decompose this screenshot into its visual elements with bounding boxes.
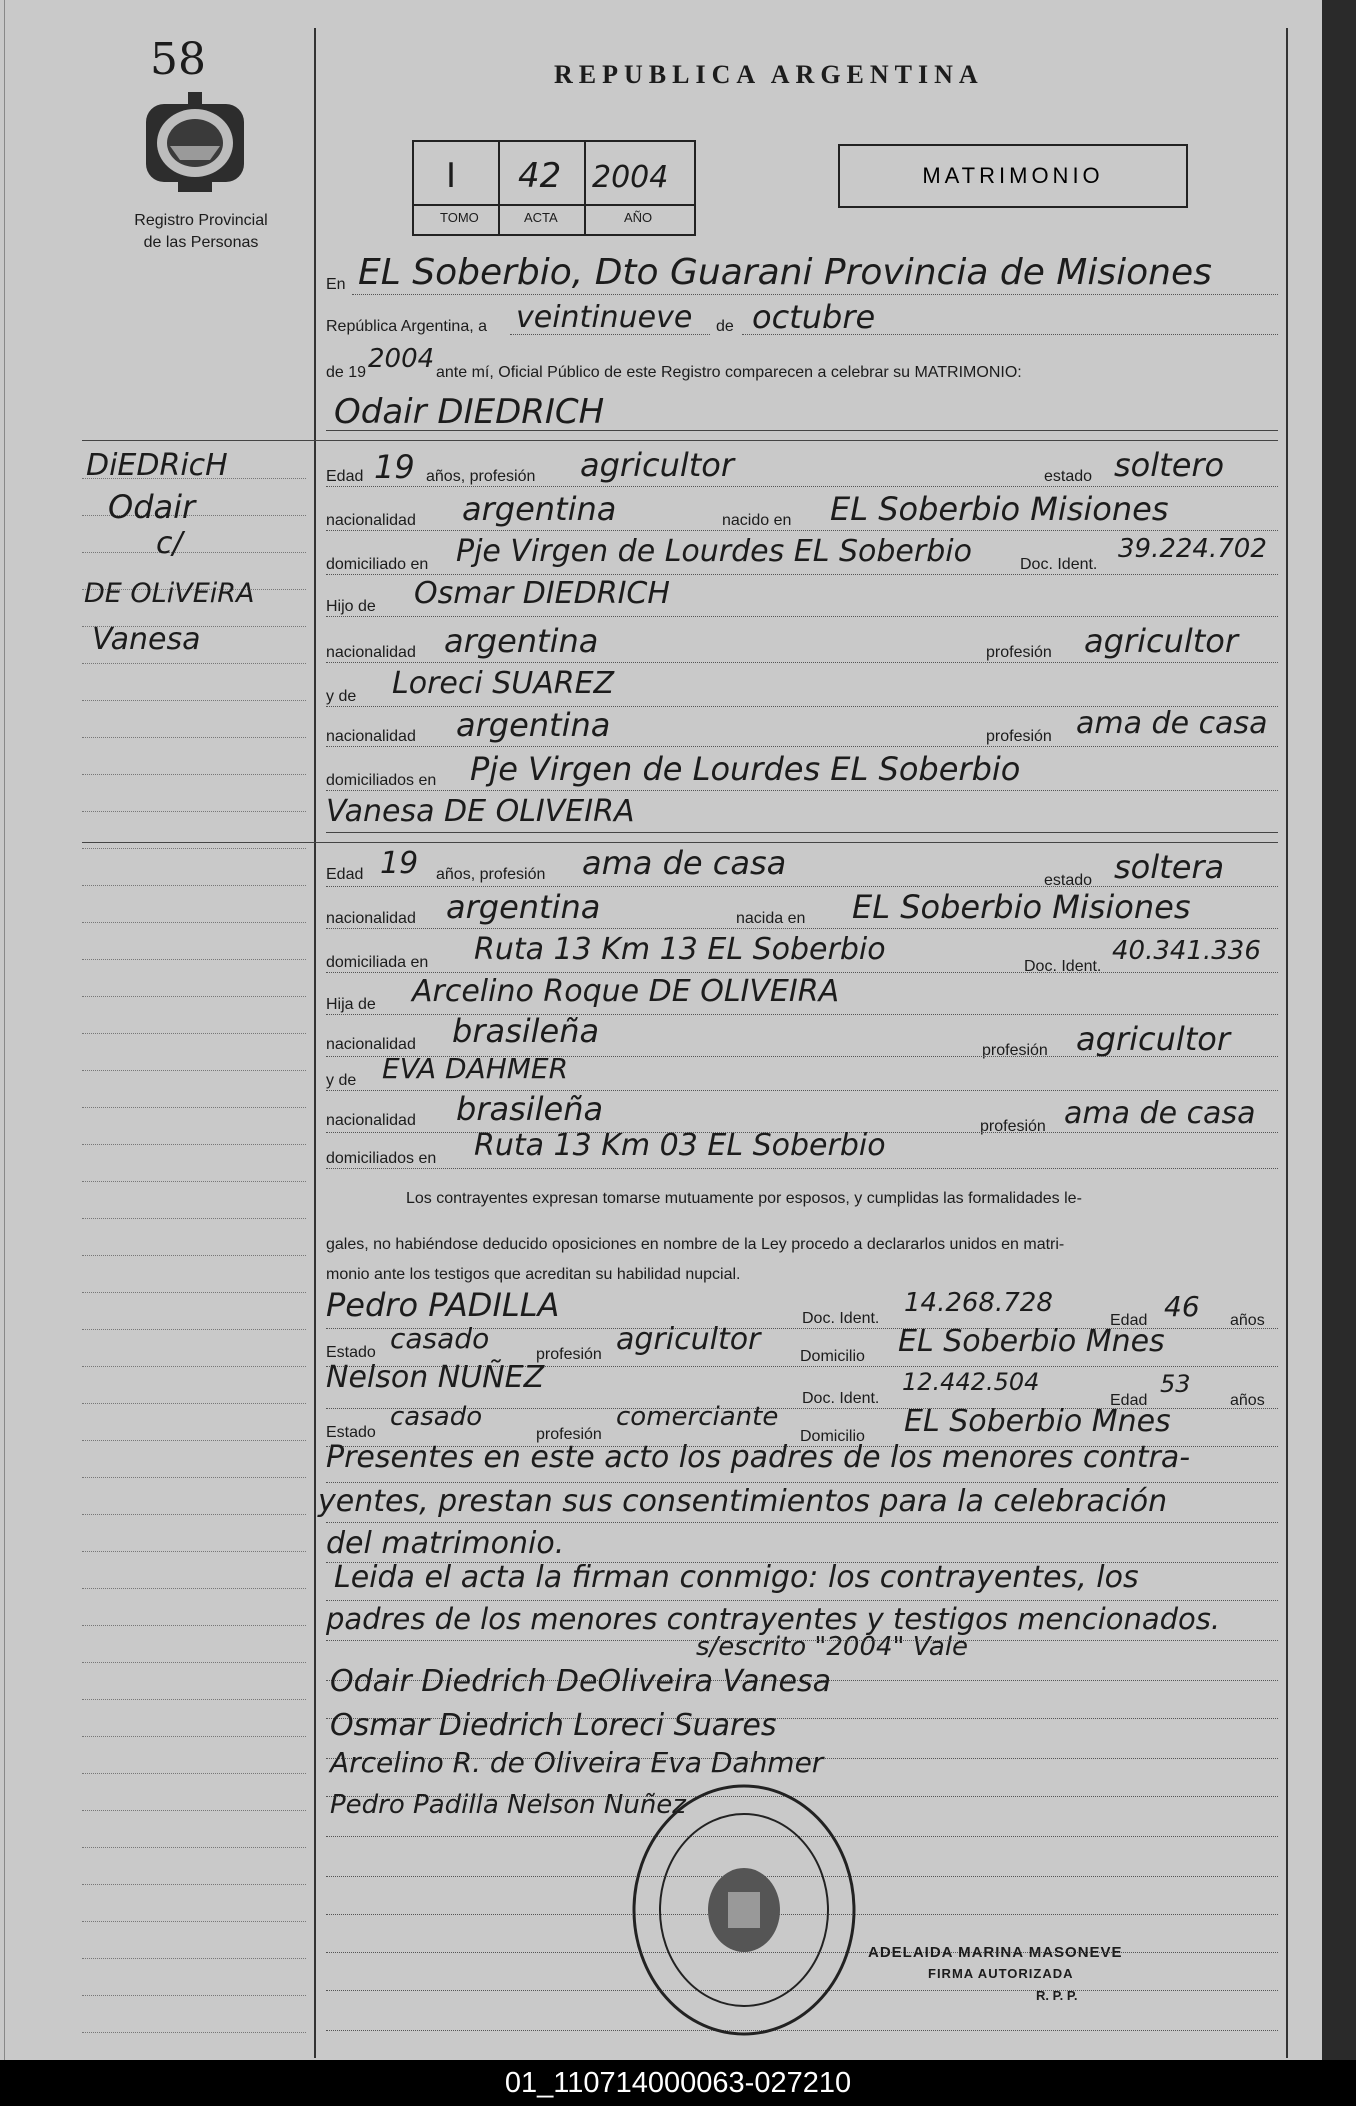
c2-padre: Arcelino Roque DE OLIVEIRA <box>412 974 840 1009</box>
c2-label-padre-prof: profesión <box>982 1042 1048 1059</box>
margin-rule <box>82 996 306 997</box>
c1-label-domiciliados: domiciliados en <box>326 772 437 789</box>
t2-label-doc: Doc. Ident. <box>802 1390 880 1407</box>
c1-label-yde: y de <box>326 688 357 705</box>
t1-label-edad: Edad <box>1110 1312 1148 1329</box>
nota-line-5: padres de los menores contrayentes y testigos mencionados. <box>326 1602 1221 1636</box>
contrayente2-nombre: Vanesa DE OLIVEIRA <box>326 794 635 829</box>
formula-line-2: gales, no habiéndose deducido oposiciones en nombre de la Ley procedo a declararlos unidos en matri- <box>326 1236 1065 1253</box>
margin-rule <box>82 1033 306 1034</box>
testigo1-edad: 46 <box>1164 1290 1200 1323</box>
testigo1-doc: 14.268.728 <box>904 1288 1053 1318</box>
tomo-label: TOMO <box>440 210 479 225</box>
testigo2-doc: 12.442.504 <box>902 1368 1040 1396</box>
c2-label-hija: Hija de <box>326 996 376 1013</box>
official-stamp <box>624 1780 864 2040</box>
margin-rule <box>82 959 306 960</box>
c1-label-padre-nac: nacionalidad <box>326 644 416 661</box>
line-en <box>352 294 1278 295</box>
tomo-acta-anio-box <box>412 140 696 236</box>
c2-label-padre-nac: nacionalidad <box>326 1036 416 1053</box>
c2-label-madre-prof: profesión <box>980 1118 1046 1135</box>
margin-rule <box>82 1440 306 1441</box>
c1-label-doc: Doc. Ident. <box>1020 556 1098 573</box>
margin-rule <box>82 700 306 701</box>
dia-value: veintinueve <box>516 300 693 335</box>
notes-rule <box>326 1640 1278 1641</box>
testigo2-profesion: comerciante <box>616 1402 779 1432</box>
c2-label-nacida: nacida en <box>736 910 806 927</box>
c1-madre: Loreci SUAREZ <box>392 666 615 701</box>
c1-label-dom: domiciliado en <box>326 556 429 573</box>
margin-name-line-5: Vanesa <box>92 622 201 657</box>
matrimonio-label: MATRIMONIO <box>922 163 1104 188</box>
margin-rule <box>82 1847 306 1848</box>
c1-profesion: agricultor <box>580 446 735 484</box>
margin-rule <box>82 1588 306 1589</box>
c2-doc: 40.341.336 <box>1112 936 1261 966</box>
notes-rule <box>326 1482 1278 1483</box>
margin-rule <box>82 1921 306 1922</box>
margin-rule <box>82 1773 306 1774</box>
line-c1-padre-nac <box>326 662 1278 663</box>
firma-line-3: Arcelino R. de Oliveira Eva Dahmer <box>330 1746 824 1779</box>
firma-line-2: Osmar Diedrich Loreci Suares <box>330 1708 777 1743</box>
footer-code: 01_110714000063-027210 <box>504 2066 852 2099</box>
left-column-divider <box>314 28 316 2058</box>
margin-rule <box>82 811 306 812</box>
c1-nacido-en: EL Soberbio Misiones <box>830 490 1169 528</box>
nota-line-3: del matrimonio. <box>326 1526 565 1561</box>
c2-label-nac: nacionalidad <box>326 910 416 927</box>
footer-code-bar <box>0 2060 1356 2106</box>
t1-label-anos: años <box>1230 1312 1265 1329</box>
margin-rule <box>82 848 306 849</box>
c2-padres-domicilio: Ruta 13 Km 03 EL Soberbio <box>474 1128 886 1163</box>
margin-rule <box>82 1662 306 1663</box>
margin-rule <box>82 737 306 738</box>
c1-label-madre-nac: nacionalidad <box>326 728 416 745</box>
margin-rule <box>82 1218 306 1219</box>
t2-label-estado: Estado <box>326 1424 376 1441</box>
c2-madre-prof: ama de casa <box>1064 1096 1256 1131</box>
margin-rule <box>82 1292 306 1293</box>
margin-name-line-3: c/ <box>156 526 183 561</box>
matrimonio-box <box>838 144 1188 208</box>
c1-label-padre-prof: profesión <box>986 644 1052 661</box>
mes-value: octubre <box>752 298 876 336</box>
margin-rule <box>82 663 306 664</box>
nota-line-4: Leida el acta la firman conmigo: los contrayentes, los <box>334 1560 1139 1595</box>
margin-rule <box>82 1810 306 1811</box>
c2-label-domiciliados: domiciliados en <box>326 1150 437 1167</box>
margin-name-line-1: DiEDRicH <box>86 448 228 483</box>
c2-nacida-en: EL Soberbio Misiones <box>852 888 1191 926</box>
c2-label-estado: estado <box>1044 872 1093 889</box>
oficial-firma: FIRMA AUTORIZADA <box>928 1966 1074 1981</box>
c2-edad: 19 <box>380 846 419 881</box>
tomo-value: I <box>446 156 457 196</box>
c1-estado: soltero <box>1114 446 1225 484</box>
anio-value: 2004 <box>592 160 669 195</box>
c2-padre-prof: agricultor <box>1076 1020 1231 1058</box>
oficial-nombre: ADELAIDA MARINA MASONEVE <box>868 1944 1123 1961</box>
margin-rule <box>82 922 306 923</box>
margin-rule <box>82 1884 306 1885</box>
c1-label-madre-prof: profesión <box>986 728 1052 745</box>
t1-label-estado: Estado <box>326 1344 376 1361</box>
c2-madre: EVA DAHMER <box>382 1052 569 1085</box>
scan-right-edge <box>1322 0 1356 2060</box>
line-c1-domiciliados <box>326 790 1278 791</box>
anio-label: AÑO <box>624 210 653 225</box>
label-de19: de 19 <box>326 364 367 381</box>
t1-label-doc: Doc. Ident. <box>802 1310 880 1327</box>
c2-label-doc: Doc. Ident. <box>1024 958 1102 975</box>
margin-rule <box>82 1070 306 1071</box>
header-title: REPUBLICA ARGENTINA <box>554 60 984 89</box>
t2-label-edad: Edad <box>1110 1392 1148 1409</box>
anio-acto-value: 2004 <box>368 344 435 374</box>
c1-nacionalidad: argentina <box>462 490 617 528</box>
margin-rule <box>82 1514 306 1515</box>
testigo1-profesion: agricultor <box>616 1322 761 1357</box>
line-c2-nac <box>326 928 1278 929</box>
c2-estado: soltera <box>1114 848 1225 886</box>
testigo2-estado: casado <box>390 1402 483 1432</box>
c2-label-edad: Edad <box>326 866 364 883</box>
margin-rule <box>82 1255 306 1256</box>
margin-name-line-2: Odair <box>108 488 196 526</box>
line-c2-name <box>326 832 1278 833</box>
firma-line-1: Odair Diedrich DeOliveira Vanesa <box>330 1664 832 1699</box>
c1-label-profesion: años, profesión <box>426 468 536 485</box>
c2-label-profesion: años, profesión <box>436 866 546 883</box>
testigo1-nombre: Pedro PADILLA <box>326 1286 560 1324</box>
margin-name-line-4: DE OLiVEiRA <box>84 578 255 609</box>
c2-padre-nac: brasileña <box>452 1012 600 1050</box>
margin-rule <box>82 552 306 553</box>
contrayente1-nombre: Odair DIEDRICH <box>334 392 605 432</box>
formula-line-1: Los contrayentes expresan tomarse mutuamente por esposos, y cumplidas las formalidades le- <box>406 1190 1082 1207</box>
t2-label-anos: años <box>1230 1392 1265 1409</box>
label-republica: República Argentina, a <box>326 318 487 335</box>
c1-madre-nac: argentina <box>456 706 611 744</box>
margin-rule <box>82 885 306 886</box>
margin-rule <box>82 1107 306 1108</box>
c1-padre: Osmar DIEDRICH <box>414 576 670 611</box>
oficial-rpp: R. P. P. <box>1036 1988 1078 2003</box>
c1-label-hijo: Hijo de <box>326 598 376 615</box>
t1-label-domicilio: Domicilio <box>800 1348 865 1365</box>
lugar-value: EL Soberbio, Dto Guarani Provincia de Misiones <box>358 252 1212 293</box>
c2-domicilio: Ruta 13 Km 13 EL Soberbio <box>474 932 886 967</box>
testigo2-domicilio: EL Soberbio Mnes <box>904 1404 1171 1439</box>
margin-rule <box>82 1181 306 1182</box>
comparecen-text: ante mí, Oficial Público de este Registro comparecen a celebrar su MATRIMONIO: <box>436 364 1022 381</box>
c2-profesion: ama de casa <box>582 844 787 882</box>
firma-line-4: Pedro Padilla Nelson Nuñez <box>330 1790 686 1820</box>
margin-rule <box>82 1551 306 1552</box>
acta-value: 42 <box>518 156 562 196</box>
line-c1-dom <box>326 574 1278 575</box>
margin-rule <box>82 1144 306 1145</box>
folio-number: 58 <box>150 34 206 85</box>
registro-label: Registro Provincial de las Personas <box>134 212 268 251</box>
margin-rule <box>82 1366 306 1367</box>
c1-padres-domicilio: Pje Virgen de Lourdes EL Soberbio <box>470 750 1021 788</box>
acta-label: ACTA <box>524 210 558 225</box>
label-en: En <box>326 276 346 293</box>
margin-rule <box>82 1958 306 1959</box>
margin-rule <box>82 1329 306 1330</box>
margin-rule <box>82 774 306 775</box>
margin-rule <box>82 1699 306 1700</box>
right-frame-line <box>1286 28 1288 2058</box>
c2-label-madre-nac: nacionalidad <box>326 1112 416 1129</box>
margin-rule <box>82 1995 306 1996</box>
c2-label-dom: domiciliada en <box>326 954 429 971</box>
line-c2-dom <box>326 972 1278 973</box>
section-rule-1 <box>82 440 1278 441</box>
c1-label-nacido: nacido en <box>722 512 792 529</box>
left-hole-line <box>4 0 5 2060</box>
testigo1-estado: casado <box>390 1322 490 1355</box>
line-c2-edad <box>326 886 1278 887</box>
nota-line-2: yentes, prestan sus consentimientos para la celebración <box>318 1484 1168 1519</box>
margin-rule <box>82 1477 306 1478</box>
testigo2-nombre: Nelson NUÑEZ <box>326 1360 545 1395</box>
testigo1-domicilio: EL Soberbio Mnes <box>898 1324 1165 1359</box>
c2-madre-nac: brasileña <box>456 1090 604 1128</box>
c1-doc: 39.224.702 <box>1118 534 1267 564</box>
margin-rule <box>82 2032 306 2033</box>
notes-rule <box>326 1562 1278 1563</box>
t2-label-profesion: profesión <box>536 1426 602 1443</box>
margin-rule <box>82 1625 306 1626</box>
line-c1-hijo <box>326 616 1278 617</box>
c1-madre-prof: ama de casa <box>1076 706 1268 741</box>
formula-line-3: monio ante los testigos que acreditan su habilidad nupcial. <box>326 1266 741 1283</box>
section-rule-2 <box>82 842 1278 843</box>
c1-edad: 19 <box>374 448 415 486</box>
testigo2-edad: 53 <box>1160 1370 1191 1398</box>
c1-label-edad: Edad <box>326 468 364 485</box>
provincial-seal-logo <box>140 86 250 196</box>
c1-label-nac: nacionalidad <box>326 512 416 529</box>
line-c1-nac <box>326 530 1278 531</box>
margin-rule <box>82 1403 306 1404</box>
notes-rule <box>326 1522 1278 1523</box>
c2-label-yde: y de <box>326 1072 357 1089</box>
notes-rule <box>326 1600 1278 1601</box>
c1-padre-prof: agricultor <box>1084 622 1239 660</box>
c1-padre-nac: argentina <box>444 622 599 660</box>
line-c1-madre-nac <box>326 746 1278 747</box>
margin-rule <box>82 1736 306 1737</box>
nota-line-1: Presentes en este acto los padres de los menores contra- <box>326 1440 1191 1475</box>
c1-label-estado: estado <box>1044 468 1093 485</box>
t1-label-profesion: profesión <box>536 1346 602 1363</box>
t2-label-domicilio: Domicilio <box>800 1428 865 1445</box>
c2-nacionalidad: argentina <box>446 888 601 926</box>
label-de: de <box>716 318 734 335</box>
nota-line-6: s/escrito "2004" Vale <box>696 1632 969 1662</box>
line-c1-name <box>326 430 1278 431</box>
line-c1-edad <box>326 486 1278 487</box>
c1-domicilio: Pje Virgen de Lourdes EL Soberbio <box>456 534 972 569</box>
line-c2-domiciliados <box>326 1168 1278 1169</box>
